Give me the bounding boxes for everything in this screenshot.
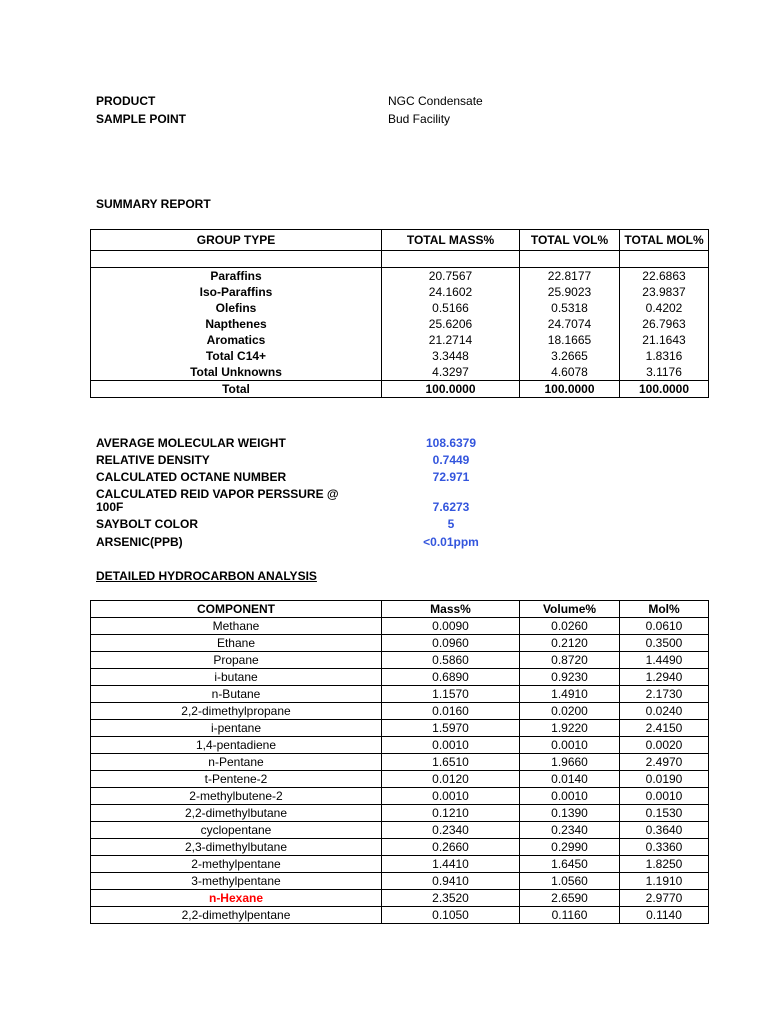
table-row (91, 268, 709, 285)
value-cell: 1.1570 (382, 686, 520, 703)
component-cell: n-Hexane (91, 890, 382, 907)
table-row (91, 907, 709, 924)
value-cell: 20.7567 (382, 268, 520, 285)
component-cell: 2-methylpentane (91, 856, 382, 873)
table-row (91, 703, 709, 720)
value-cell: 0.5166 (382, 300, 520, 316)
group-type-cell: Total Unknowns (91, 364, 382, 381)
value-cell: 0.0260 (520, 618, 620, 635)
value-cell: 0.0090 (382, 618, 520, 635)
value-cell: 0.0190 (620, 771, 709, 788)
value-cell: 0.9410 (382, 873, 520, 890)
value-cell: 0.0610 (620, 618, 709, 635)
value-cell: 0.1050 (382, 907, 520, 924)
table-row (91, 754, 709, 771)
value-cell: 0.2660 (382, 839, 520, 856)
value-cell: 1.5970 (382, 720, 520, 737)
table-row (91, 873, 709, 890)
value-cell: 4.6078 (520, 364, 620, 381)
product-label: PRODUCT (96, 94, 156, 108)
value-cell: 0.0010 (520, 737, 620, 754)
summary-total-row (91, 381, 709, 398)
property-value: 108.6379 (425, 436, 477, 450)
blank-cell (520, 251, 620, 268)
value-cell: 1.8316 (620, 348, 709, 364)
value-cell: 26.7963 (620, 316, 709, 332)
table-row (91, 686, 709, 703)
property-label: CALCULATED OCTANE NUMBER (96, 470, 287, 484)
value-cell: 21.2714 (382, 332, 520, 348)
group-type-cell: Total C14+ (91, 348, 382, 364)
value-cell: 1.8250 (620, 856, 709, 873)
table-row (91, 805, 709, 822)
value-cell: 0.0140 (520, 771, 620, 788)
component-cell: 2,2-dimethylpentane (91, 907, 382, 924)
group-type-cell: Aromatics (91, 332, 382, 348)
value-cell: 0.0010 (382, 788, 520, 805)
value-cell: 23.9837 (620, 284, 709, 300)
product-value: NGC Condensate (388, 94, 483, 108)
component-cell: Ethane (91, 635, 382, 652)
value-cell: 2.4970 (620, 754, 709, 771)
property-label-continued: 100F (96, 500, 124, 514)
property-value: <0.01ppm (423, 535, 479, 549)
value-cell: 21.1643 (620, 332, 709, 348)
summary-column-header: TOTAL MASS% (382, 230, 520, 251)
total-value-cell: 100.0000 (382, 381, 520, 398)
property-label: CALCULATED REID VAPOR PERSSURE @ (96, 487, 339, 501)
value-cell: 24.1602 (382, 284, 520, 300)
value-cell: 0.5318 (520, 300, 620, 316)
value-cell: 0.1210 (382, 805, 520, 822)
table-row (91, 652, 709, 669)
value-cell: 18.1665 (520, 332, 620, 348)
value-cell: 0.1390 (520, 805, 620, 822)
value-cell: 0.0010 (382, 737, 520, 754)
value-cell: 0.3640 (620, 822, 709, 839)
value-cell: 1.6510 (382, 754, 520, 771)
component-cell: n-Butane (91, 686, 382, 703)
value-cell: 0.0240 (620, 703, 709, 720)
value-cell: 2.4150 (620, 720, 709, 737)
property-label: SAYBOLT COLOR (96, 517, 199, 531)
table-row (91, 839, 709, 856)
table-row (91, 618, 709, 635)
property-value: 72.971 (432, 470, 470, 484)
component-cell: 3-methylpentane (91, 873, 382, 890)
property-label: AVERAGE MOLECULAR WEIGHT (96, 436, 286, 450)
value-cell: 24.7074 (520, 316, 620, 332)
summary-title: SUMMARY REPORT (96, 197, 211, 211)
component-cell: t-Pentene-2 (91, 771, 382, 788)
component-cell: cyclopentane (91, 822, 382, 839)
component-cell: i-butane (91, 669, 382, 686)
value-cell: 0.1530 (620, 805, 709, 822)
value-cell: 0.3360 (620, 839, 709, 856)
value-cell: 0.6890 (382, 669, 520, 686)
table-row (91, 364, 709, 381)
component-cell: i-pentane (91, 720, 382, 737)
value-cell: 0.0010 (620, 788, 709, 805)
value-cell: 1.0560 (520, 873, 620, 890)
detail-title: DETAILED HYDROCARBON ANALYSIS (96, 569, 317, 583)
value-cell: 0.1140 (620, 907, 709, 924)
table-row (91, 788, 709, 805)
value-cell: 22.6863 (620, 268, 709, 285)
table-row (91, 822, 709, 839)
value-cell: 0.0200 (520, 703, 620, 720)
value-cell: 0.0010 (520, 788, 620, 805)
group-type-cell: Olefins (91, 300, 382, 316)
value-cell: 0.2120 (520, 635, 620, 652)
detail-column-header: Mass% (382, 601, 520, 618)
value-cell: 1.4910 (520, 686, 620, 703)
value-cell: 22.8177 (520, 268, 620, 285)
blank-cell (382, 251, 520, 268)
blank-cell (91, 251, 382, 268)
value-cell: 1.4410 (382, 856, 520, 873)
value-cell: 0.2990 (520, 839, 620, 856)
table-row (91, 771, 709, 788)
group-type-cell: Paraffins (91, 268, 382, 285)
value-cell: 0.5860 (382, 652, 520, 669)
table-row (91, 316, 709, 332)
value-cell: 0.2340 (382, 822, 520, 839)
value-cell: 2.1730 (620, 686, 709, 703)
total-label-cell: Total (91, 381, 382, 398)
component-cell: 2,2-dimethylpropane (91, 703, 382, 720)
value-cell: 0.0020 (620, 737, 709, 754)
detail-table (90, 600, 709, 924)
value-cell: 3.2665 (520, 348, 620, 364)
summary-table (90, 229, 709, 398)
detail-column-header: Mol% (620, 601, 709, 618)
table-row (91, 856, 709, 873)
table-row (91, 635, 709, 652)
detail-column-header: COMPONENT (91, 601, 382, 618)
table-row (91, 332, 709, 348)
value-cell: 2.3520 (382, 890, 520, 907)
component-cell: 2,3-dimethylbutane (91, 839, 382, 856)
property-value: 0.7449 (432, 453, 470, 467)
value-cell: 3.1176 (620, 364, 709, 381)
value-cell: 0.3500 (620, 635, 709, 652)
group-type-cell: Iso-Paraffins (91, 284, 382, 300)
total-value-cell: 100.0000 (620, 381, 709, 398)
value-cell: 0.9230 (520, 669, 620, 686)
value-cell: 4.3297 (382, 364, 520, 381)
property-value: 5 (447, 517, 455, 531)
value-cell: 2.9770 (620, 890, 709, 907)
property-value: 7.6273 (432, 500, 470, 514)
property-label: RELATIVE DENSITY (96, 453, 210, 467)
summary-column-header: TOTAL MOL% (620, 230, 709, 251)
component-cell: 2-methylbutene-2 (91, 788, 382, 805)
component-cell: 2,2-dimethylbutane (91, 805, 382, 822)
value-cell: 25.9023 (520, 284, 620, 300)
value-cell: 0.2340 (520, 822, 620, 839)
value-cell: 1.2940 (620, 669, 709, 686)
summary-column-header: GROUP TYPE (91, 230, 382, 251)
value-cell: 2.6590 (520, 890, 620, 907)
blank-cell (620, 251, 709, 268)
value-cell: 0.0120 (382, 771, 520, 788)
value-cell: 3.3448 (382, 348, 520, 364)
summary-blank-row (91, 251, 709, 268)
property-label: ARSENIC(PPB) (96, 535, 183, 549)
detail-column-header: Volume% (520, 601, 620, 618)
table-row (91, 669, 709, 686)
component-cell: n-Pentane (91, 754, 382, 771)
component-cell: 1,4-pentadiene (91, 737, 382, 754)
total-value-cell: 100.0000 (520, 381, 620, 398)
table-row (91, 300, 709, 316)
value-cell: 1.4490 (620, 652, 709, 669)
value-cell: 25.6206 (382, 316, 520, 332)
component-cell: Propane (91, 652, 382, 669)
table-row (91, 720, 709, 737)
value-cell: 0.1160 (520, 907, 620, 924)
value-cell: 1.6450 (520, 856, 620, 873)
detail-header-row (91, 601, 709, 618)
value-cell: 0.8720 (520, 652, 620, 669)
group-type-cell: Napthenes (91, 316, 382, 332)
table-row (91, 890, 709, 907)
value-cell: 0.4202 (620, 300, 709, 316)
table-row (91, 737, 709, 754)
value-cell: 0.0160 (382, 703, 520, 720)
table-row (91, 348, 709, 364)
summary-header-row (91, 230, 709, 251)
value-cell: 1.9220 (520, 720, 620, 737)
table-row (91, 284, 709, 300)
summary-column-header: TOTAL VOL% (520, 230, 620, 251)
value-cell: 1.9660 (520, 754, 620, 771)
value-cell: 1.1910 (620, 873, 709, 890)
sample-point-label: SAMPLE POINT (96, 112, 187, 126)
value-cell: 0.0960 (382, 635, 520, 652)
sample-point-value: Bud Facility (388, 112, 451, 126)
component-cell: Methane (91, 618, 382, 635)
